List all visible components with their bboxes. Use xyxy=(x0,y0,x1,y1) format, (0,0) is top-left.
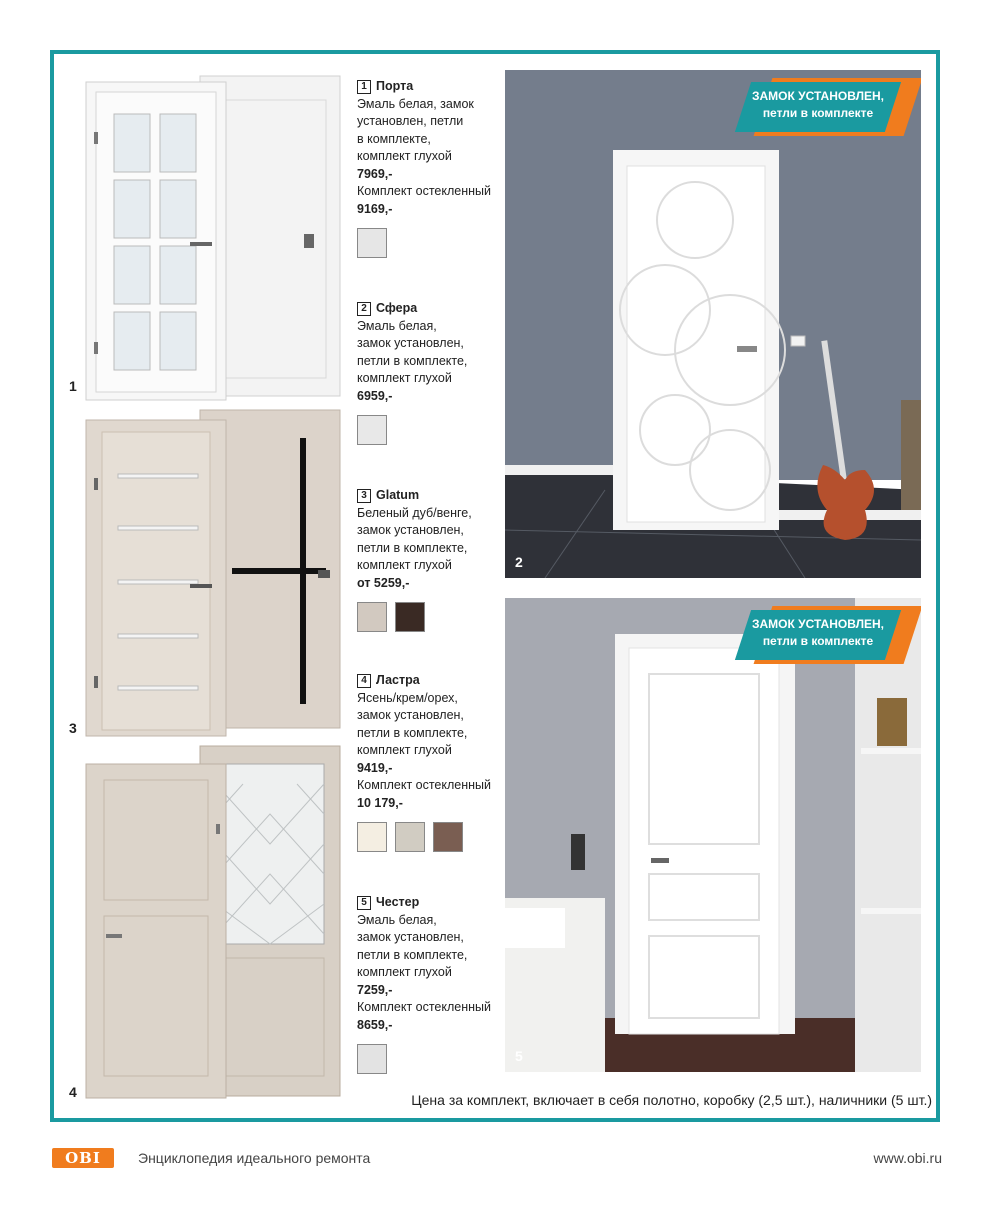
color-swatch xyxy=(395,822,425,852)
door-porta-image xyxy=(82,72,344,402)
footer-url[interactable]: www.obi.ru xyxy=(873,1150,942,1166)
room-photo-chester-scene xyxy=(505,598,921,1072)
price-caption: Цена за комплект, включает в себя полотно, коробку (2,5 шт.), наличники (5 шт.) xyxy=(411,1092,932,1108)
door-lastra-image xyxy=(82,744,344,1104)
product-desc-line: комплект глухой xyxy=(357,558,452,572)
room-photo-sfera-scene xyxy=(505,70,921,578)
room-photo-chester xyxy=(505,598,921,1072)
product-desc-line: Эмаль белая, xyxy=(357,912,437,927)
product-number-box: 2 xyxy=(357,302,371,316)
color-swatch xyxy=(357,1044,387,1074)
footer-slogan: Энциклопедия идеального ремонта xyxy=(138,1150,371,1166)
photo-label-5: 5 xyxy=(515,1048,523,1064)
badge-line-1: ЗАМОК УСТАНОВЛЕН, xyxy=(751,89,885,103)
product-name: Порта xyxy=(376,79,414,93)
photo-label-1: 1 xyxy=(69,378,77,394)
product-desc-line: замок установлен, xyxy=(357,523,464,537)
product-desc-line: Эмаль белая, замок xyxy=(357,96,474,111)
product-desc-line: в комплекте, xyxy=(357,131,431,146)
photo-label-2: 2 xyxy=(515,554,523,570)
color-swatch xyxy=(395,602,425,632)
product-desc-line: комплект глухой xyxy=(357,149,452,163)
product-number-box: 1 xyxy=(357,80,371,94)
product-glatum xyxy=(357,487,502,632)
product-price-glazed: 9169,- xyxy=(357,201,393,216)
product-desc-line: замок установлен, xyxy=(357,336,464,350)
color-swatch xyxy=(357,228,387,258)
product-extra-label: Комплект остекленный xyxy=(357,184,492,198)
obi-logo: OBI xyxy=(52,1148,114,1168)
product-name: Честер xyxy=(376,895,420,909)
product-desc-line: Ясень/крем/орех, xyxy=(357,690,458,705)
product-price: 7969,- xyxy=(357,166,393,181)
product-price-glazed: 10 179,- xyxy=(357,795,403,810)
product-price: 9419,- xyxy=(357,760,393,775)
product-extra-label: Комплект остекленный xyxy=(357,1000,492,1014)
product-name: Ластра xyxy=(376,673,420,687)
color-swatch xyxy=(357,822,387,852)
product-desc-line: замок установлен, xyxy=(357,708,464,722)
product-desc-line: установлен, петли xyxy=(357,114,464,128)
badge-line-2: петли в комплекте xyxy=(762,106,874,120)
product-extra-label: Комплект остекленный xyxy=(357,778,492,792)
product-number-box: 3 xyxy=(357,489,371,503)
product-name: Glatum xyxy=(376,488,420,502)
product-price: 7259,- xyxy=(357,982,393,997)
badge-line-1: ЗАМОК УСТАНОВЛЕН, xyxy=(751,617,885,631)
product-desc-line: комплект глухой xyxy=(357,965,452,979)
product-desc-line: петли в комплекте, xyxy=(357,947,468,962)
photo-label-3: 3 xyxy=(69,720,77,736)
product-number-box: 4 xyxy=(357,674,371,688)
photo-label-4: 4 xyxy=(69,1084,77,1100)
product-lastra xyxy=(357,672,502,852)
badge-line-2: петли в комплекте xyxy=(762,634,874,648)
product-desc-line: петли в комплекте, xyxy=(357,353,468,368)
product-porta xyxy=(357,78,502,258)
color-swatch xyxy=(357,415,387,445)
product-chester xyxy=(357,894,502,1074)
color-swatch xyxy=(357,602,387,632)
product-sfera xyxy=(357,300,502,445)
lock-installed-badge xyxy=(743,606,913,664)
product-desc-line: Эмаль белая, xyxy=(357,318,437,333)
door-glatum-image xyxy=(82,408,344,738)
product-desc-line: петли в комплекте, xyxy=(357,540,468,555)
product-price: от 5259,- xyxy=(357,575,410,590)
product-price-glazed: 8659,- xyxy=(357,1017,393,1032)
room-photo-sfera xyxy=(505,70,921,578)
product-number-box: 5 xyxy=(357,896,371,910)
product-desc-line: комплект глухой xyxy=(357,743,452,757)
lock-installed-badge xyxy=(743,78,913,136)
product-price: 6959,- xyxy=(357,388,393,403)
product-desc-line: Беленый дуб/венге, xyxy=(357,505,472,520)
product-desc-line: замок установлен, xyxy=(357,930,464,944)
product-desc-line: комплект глухой xyxy=(357,371,452,385)
product-name: Сфера xyxy=(376,301,418,315)
product-desc-line: петли в комплекте, xyxy=(357,725,468,740)
color-swatch xyxy=(433,822,463,852)
